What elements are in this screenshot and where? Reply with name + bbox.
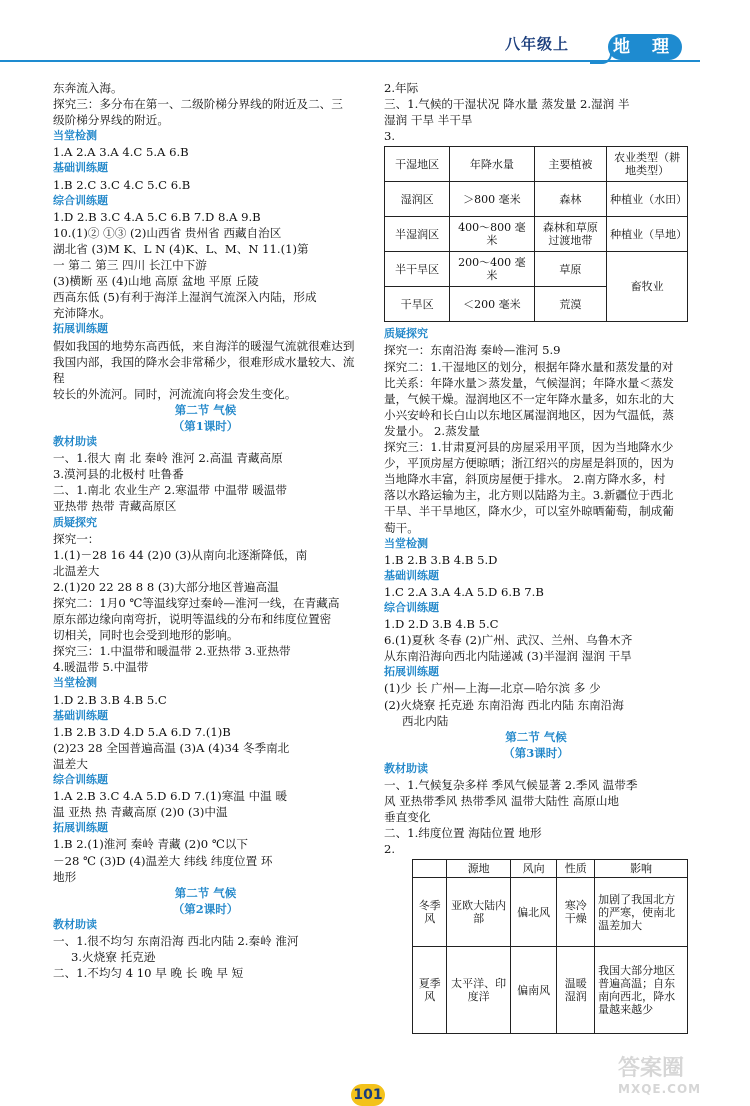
header-hook-decoration [590, 52, 612, 64]
answer-line: 1.D 2.D 3.B 4.B 5.C [384, 617, 499, 632]
lesson-title: （第2课时） [172, 901, 239, 916]
dry-wet-regions-table [384, 146, 688, 322]
table-header-cell: 源地 [447, 860, 510, 878]
table-cell: 加剧了我国北方的严寒，使南北温差加大 [595, 878, 688, 947]
page-number: 101 [351, 1084, 385, 1106]
section-heading: 基础训练题 [53, 708, 108, 722]
table-header-cell: 年降水量 [450, 147, 534, 182]
table-header-row [413, 860, 688, 878]
answer-line: 地形 [53, 869, 77, 884]
answer-line: 从东南沿海向西北内陆递减 (3)半湿润 湿润 干旱 [384, 649, 632, 664]
table-cell: 寒冷干燥 [557, 878, 595, 947]
answer-line: 小兴安岭和长白山以东地区属湿润地区，因为气温低，蒸 [384, 407, 674, 422]
subject-badge: 地 理 [608, 34, 682, 60]
table-cell: 温暖湿润 [557, 947, 595, 1034]
answer-line: 萄干。 [384, 520, 419, 535]
table-cell: 亚欧大陆内部 [447, 878, 510, 947]
answer-line: 三、1.气候的干湿状况 降水量 蒸发量 2.湿润 半 [384, 97, 630, 112]
answer-line: 1.A 2.B 3.C 4.A 5.D 6.D 7.(1)寒温 中温 暖 [53, 789, 288, 804]
section-heading: 综合训练题 [53, 193, 108, 207]
answer-line: 切相关，同时也会受到地形的影响。 [53, 628, 239, 643]
table-row [385, 217, 688, 252]
section-heading: 综合训练题 [384, 600, 439, 614]
table-header-cell: 影响 [595, 860, 688, 878]
answer-line: 2. [384, 842, 396, 857]
answer-line: 探究一：东南沿海 秦岭—淮河 5.9 [384, 343, 561, 358]
answer-line: 落以水路运输为主，北方则以陆路为主。3.新疆位于西北 [384, 488, 674, 503]
answer-line: 一 第二 第三 四川 长江中下游 [53, 258, 207, 273]
section-heading: 拓展训练题 [53, 821, 108, 835]
answer-line: 湿润 干旱 半干旱 [384, 113, 473, 128]
table-cell: ＜200 毫米 [450, 287, 534, 322]
section-heading: 当堂检测 [53, 129, 97, 143]
header-rule [0, 60, 700, 62]
answer-line: 级阶梯分界线的附近。 [53, 113, 169, 128]
answer-line: 1.B 2.B 3.B 4.B 5.D [384, 552, 498, 567]
answer-line: 我国内部，我国的降水会非常稀少，很难形成水量较大、流程 [53, 354, 355, 385]
section-heading: 拓展训练题 [384, 665, 439, 679]
right-column [384, 80, 688, 1038]
section-heading: 基础训练题 [384, 568, 439, 582]
table-cell: 森林和草原过渡地带 [534, 217, 607, 252]
lesson-title: （第1课时） [172, 418, 239, 433]
table-cell: 200～400 毫米 [450, 252, 534, 287]
table-cell: 荒漠 [534, 287, 607, 322]
section-heading: 综合训练题 [53, 773, 108, 787]
table-cell: 我国大部分地区普遍高温；自东南向西北，降水量越来越少 [595, 947, 688, 1034]
grade-label: 八年级上 [505, 35, 570, 53]
answer-line: 1.B 2.C 3.C 4.C 5.C 6.B [53, 177, 191, 192]
answer-line: 风 亚热带季风 热带季风 温带大陆性 高原山地 [384, 794, 620, 809]
answer-line: 1.A 2.A 3.A 4.C 5.A 6.B [53, 145, 189, 160]
answer-line: 探究一： [53, 531, 100, 546]
answer-line: 垂直变化 [384, 810, 431, 825]
table-cell: 半湿润区 [385, 217, 450, 252]
answer-line: 湖北省 (3)M K、L N (4)K、L、M、N 11.(1)第 [53, 241, 309, 256]
answer-line: 一、1.很大 南 北 秦岭 淮河 2.高温 青藏高原 [53, 451, 283, 466]
section-heading: 拓展训练题 [53, 322, 108, 336]
answer-line: 原东部边缘向南弯折，说明等温线的分布和纬度位置密 [53, 612, 332, 627]
answer-line: (2)火烧寮 托克逊 东南沿海 西北内陆 东南沿海 [384, 697, 624, 712]
answer-line: 二、1.纬度位置 海陆位置 地形 [384, 826, 542, 841]
answer-line: 4.暖温带 5.中温带 [53, 660, 149, 675]
right-top-block [384, 80, 688, 144]
answer-line: 1.B 2.(1)淮河 秦岭 青藏 (2)0 ℃以下 [53, 837, 249, 852]
section-heading: 当堂检测 [384, 536, 428, 550]
answer-line: 当地降水丰富，斜顶房屋便于排水。 2.南方降水多，村 [384, 472, 666, 487]
table-cell: 畜牧业 [607, 252, 688, 322]
answer-line: (2)23 28 全国普遍高温 (3)A (4)34 冬季南北 [53, 740, 290, 755]
answer-line: 发量小。 2.蒸发量 [384, 423, 480, 438]
answer-line: 充沛降水。 [53, 306, 111, 321]
lesson-title: 第二节 气候 [174, 402, 237, 417]
table-header-cell: 农业类型（耕地类型） [607, 147, 688, 182]
section-heading: 教材助读 [384, 761, 428, 775]
section-heading: 质疑探究 [53, 515, 97, 529]
answer-line: 亚热带 热带 青藏高原区 [53, 499, 177, 514]
left-column [53, 80, 358, 981]
answer-line: 探究三：1.中温带和暖温带 2.亚热带 3.亚热带 [53, 644, 291, 659]
lesson-title: 第二节 气候 [505, 729, 567, 744]
answer-line: 一、1.很不均匀 东南沿海 西北内陆 2.秦岭 淮河 [53, 933, 299, 948]
answer-line: 量，气候干燥。湿润地区不一定年降水量多，如东北的大 [384, 391, 674, 406]
answer-line: 探究二：1月0 ℃等温线穿过秦岭—淮河一线，在青藏高 [53, 596, 340, 610]
table-cell: ＞800 毫米 [450, 182, 534, 217]
table-header-cell: 主要植被 [534, 147, 607, 182]
answer-line: 2.年际 [384, 81, 419, 95]
answer-line: 西高东低 (5)有利于海洋上湿润气流深入内陆，形成 [53, 290, 317, 305]
answer-line: 温 亚热 热 青藏高原 (2)0 (3)中温 [53, 805, 228, 820]
answer-line: 较长的外流河。同时，河流流向将会发生变化。 [53, 386, 297, 401]
table-cell: 森林 [534, 182, 607, 217]
table-cell: 种植业（旱地） [607, 217, 688, 252]
answer-line: (3)横断 巫 (4)山地 高原 盆地 平原 丘陵 [53, 274, 259, 289]
table-row [413, 947, 688, 1034]
table-header-cell: 性质 [557, 860, 595, 878]
answer-line: 二、1.不均匀 4 10 早 晚 长 晚 早 短 [53, 966, 244, 981]
table-cell: 干旱区 [385, 287, 450, 322]
answer-line: 6.(1)夏秋 冬春 (2)广州、武汉、兰州、乌鲁木齐 [384, 633, 633, 648]
answer-line: 1.D 2.B 3.B 4.B 5.C [53, 692, 167, 707]
table-header-cell: 风向 [510, 860, 556, 878]
section-heading: 基础训练题 [53, 161, 108, 175]
table-header-cell: 干湿地区 [385, 147, 450, 182]
section-heading: 教材助读 [53, 435, 97, 449]
answer-line: 1.C 2.A 3.A 4.A 5.D 6.B 7.B [384, 584, 544, 599]
table-cell: 种植业（水田） [607, 182, 688, 217]
answer-line: 3. [384, 129, 396, 144]
answer-line: (1)少 长 广州—上海—北京—哈尔滨 多 少 [384, 681, 601, 696]
table-header-row [385, 147, 688, 182]
table-cell: 半干旱区 [385, 252, 450, 287]
answer-line: 比关系：年降水量＞蒸发量，气候湿润；年降水量＜蒸发 [384, 375, 674, 390]
lesson-title: （第3课时） [503, 745, 569, 760]
answer-line: 2.(1)20 22 28 8 8 (3)大部分地区普遍高温 [53, 579, 279, 594]
answer-line: 二、1.南北 农业生产 2.寒温带 中温带 暖温带 [53, 483, 287, 498]
table-cell: 偏南风 [510, 947, 556, 1034]
monsoon-table [412, 859, 688, 1034]
right-mid-block [384, 326, 688, 857]
answer-line: 探究三：1.甘肃夏河县的房屋采用平顶，因为当地降水少 [384, 440, 674, 455]
table-cell: 湿润区 [385, 182, 450, 217]
table-cell: 400～800 毫米 [450, 217, 534, 252]
table-header-cell [413, 860, 447, 878]
answer-line: 假如我国的地势东高西低，来自海洋的暖湿气流就很难达到 [53, 338, 355, 353]
answer-line: 1.D 2.B 3.C 4.A 5.C 6.B 7.D 8.A 9.B [53, 209, 261, 224]
answer-line: 探究三：多分布在第一、二级阶梯分界线的附近及二、三 [53, 97, 343, 112]
table-row [385, 252, 688, 287]
answer-line: 3.漠河县的北极村 吐鲁番 [53, 467, 184, 482]
answer-line: 探究二：1.干湿地区的划分，根据年降水量和蒸发量的对 [384, 359, 674, 374]
table-cell: 太平洋、印度洋 [447, 947, 510, 1034]
table-cell: 草原 [534, 252, 607, 287]
answer-line: 1.B 2.B 3.D 4.D 5.A 6.D 7.(1)B [53, 724, 231, 739]
answer-line: 1.(1)－28 16 44 (2)0 (3)从南向北逐渐降低，南 [53, 547, 308, 562]
answer-line: 10.(1)② ①③ (2)山西省 贵州省 西藏自治区 [53, 225, 282, 240]
table-cell: 夏季风 [413, 947, 447, 1034]
answer-line: 少，平顶房屋方便晾晒；浙江绍兴的房屋是斜顶的，因为 [384, 456, 674, 471]
table-row [385, 182, 688, 217]
answer-line: 东奔流入海。 [53, 81, 123, 95]
lesson-title: 第二节 气候 [174, 885, 237, 900]
answer-line: 北温差大 [53, 563, 100, 578]
section-heading: 教材助读 [53, 917, 97, 931]
answer-line: －28 ℃ (3)D (4)温差大 纬线 纬度位置 环 [53, 853, 273, 868]
table-row [413, 878, 688, 947]
section-heading: 当堂检测 [53, 676, 97, 690]
table-cell: 偏北风 [510, 878, 556, 947]
page-header [0, 0, 750, 70]
table-cell: 冬季风 [413, 878, 447, 947]
answer-line: 温差大 [53, 756, 88, 771]
answer-line: 西北内陆 [402, 713, 449, 728]
answer-line: 3.火烧寮 托克逊 [71, 950, 156, 965]
section-heading: 质疑探究 [384, 327, 428, 341]
answer-line: 一、1.气候复杂多样 季风气候显著 2.季风 温带季 [384, 778, 638, 792]
watermark-logo: 答案圈 MXQE.COM [618, 1056, 702, 1096]
answer-line: 干旱、半干旱地区，降水少，可以室外晾晒葡萄，制成葡 [384, 504, 674, 519]
